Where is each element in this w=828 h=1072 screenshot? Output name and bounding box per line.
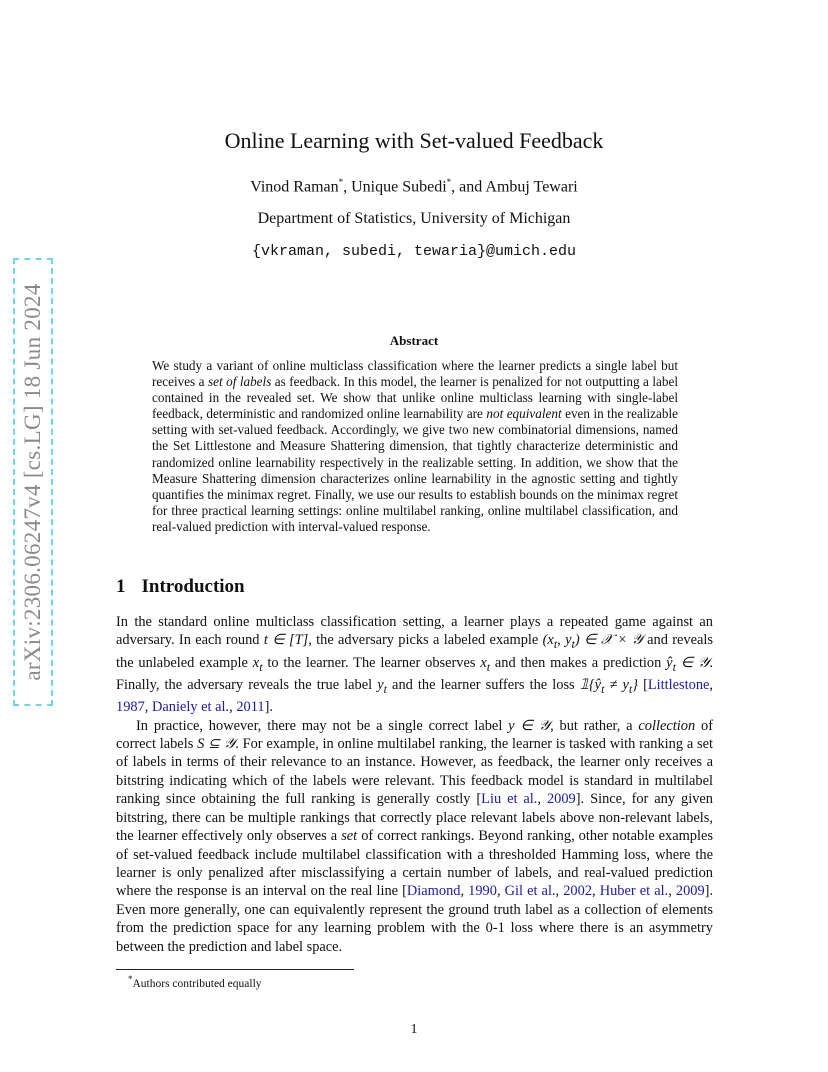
paragraph: In practice, however, there may not be a single correct label y ∈ 𝒴, but rather, a collection of correct labels S ⊆ 𝒴. For example, in online multilabel ranking, the learner is tasked with ranking a set of labels in terms of their relevance to an instance. However, as feedback, the learner only receives a bitstring indicating which of the labels were relevant. This feedback model is standard in multilabel ranking since obtaining the full ranking is generally costly [Liu et al., 2009]. Since, for any given bitstring, there can be multiple rankings that correctly place relevant labels above non-relevant labels, the learner effectively only observes a set of correct rankings. Beyond ranking, other notable examples of set-valued feedback include multilabel classification with a thresholded Hamming loss, where the learner is only penalized after misclassifying a certain number of labels, and real-valued prediction where the response is an interval on the real line [Diamond, 1990, Gil et al., 2002, Huber et al., 2009]. Even more generally, one can equivalently represent the ground truth label as a collection of elements from the prediction space for any learning problem with the 0-1 loss where there is an asymmetry between the prediction and label space. — [116, 717, 714, 955]
equal-contribution-mark: * — [338, 177, 344, 187]
citation-link[interactable]: 2009 — [546, 791, 576, 808]
citation-link[interactable]: 2009 — [675, 883, 705, 900]
introduction-body — [116, 613, 713, 956]
arxiv-identifier[interactable]: arXiv:2306.06247v4 [cs.LG] 18 Jun 2024 — [20, 283, 45, 681]
section-title: Introduction — [141, 576, 245, 597]
author-list: Vinod Raman*, Unique Subedi*, and Ambuj Tewari — [250, 177, 578, 196]
citation-link[interactable]: Huber et al. — [599, 883, 669, 900]
citation-link[interactable]: 2011 — [236, 699, 265, 716]
paragraph: In the standard online multiclass classification setting, a learner plays a repeated game against an adversary. In each round t ∈ [T], the adversary picks a labeled example ($x_t$, $y_t$) ∈ 𝒳 × 𝒴 and reveals the unlabeled example $x_t$ to the learner. The learner observes $x_t$ and then makes a prediction $ŷ_t$ ∈ 𝒴. Finally, the adversary reveals the true label $y_t$ and the learner suffers the loss $𝟙\{ŷ_t \ne y_t\}$ [Littlestone, 1987, Daniely et al., 2011]. — [116, 614, 714, 716]
citation-link[interactable]: 1990 — [468, 883, 497, 900]
author-name: Vinod Raman — [250, 178, 339, 196]
section-heading — [116, 576, 245, 598]
citation-link[interactable]: 2002 — [563, 883, 593, 900]
footnote-text: Authors contributed equally — [132, 977, 262, 990]
author-emails[interactable]: {vkraman, subedi, tewaria}@umich.edu — [251, 243, 577, 260]
citation-link[interactable]: Littlestone — [647, 676, 710, 693]
abstract-text: We study a variant of online multiclass classification where the learner predicts a single label but receives a set of labels as feedback. In this model, the learner is penalized for not outputting a label contained in the revealed set. We show that unlike online multiclass learning with single-label feedback, deterministic and randomized online learnability are not equivalent even in the realizable setting with set-valued feedback. Accordingly, we give two new combinatorial dimensions, named the Set Littlestone and Measure Shattering dimension, that tightly characterize deterministic and randomized online learnability respectively in the realizable setting. In addition, we show that the Measure Shattering dimension characterizes online learnability in the agnostic setting and tightly quantifies the minimax regret. Finally, we use our results to establish bounds on the minimax regret for three practical learning settings: online multilabel ranking, online multilabel classification, and real-valued prediction with interval-valued response. — [152, 358, 679, 534]
section-number: 1 — [116, 576, 126, 597]
footnote-mark: * — [128, 974, 133, 984]
affiliation: Department of Statistics, University of Michigan — [257, 210, 571, 227]
footnote-divider — [116, 969, 354, 970]
citation-link[interactable]: Diamond — [406, 883, 461, 900]
page-number: 1 — [410, 1022, 418, 1037]
citation-link[interactable]: Liu et al. — [481, 791, 538, 808]
author-name: Unique Subedi — [351, 178, 447, 196]
paper-title: Online Learning with Set-valued Feedback — [224, 128, 604, 153]
footnote — [128, 974, 262, 990]
citation-link[interactable]: 1987 — [116, 699, 145, 716]
author-name: and Ambuj Tewari — [459, 178, 578, 196]
equal-contribution-mark: * — [446, 177, 452, 187]
citation-link[interactable]: Gil et al. — [504, 883, 556, 900]
citation-link[interactable]: Daniely et al. — [151, 699, 230, 716]
abstract-heading: Abstract — [389, 333, 439, 348]
